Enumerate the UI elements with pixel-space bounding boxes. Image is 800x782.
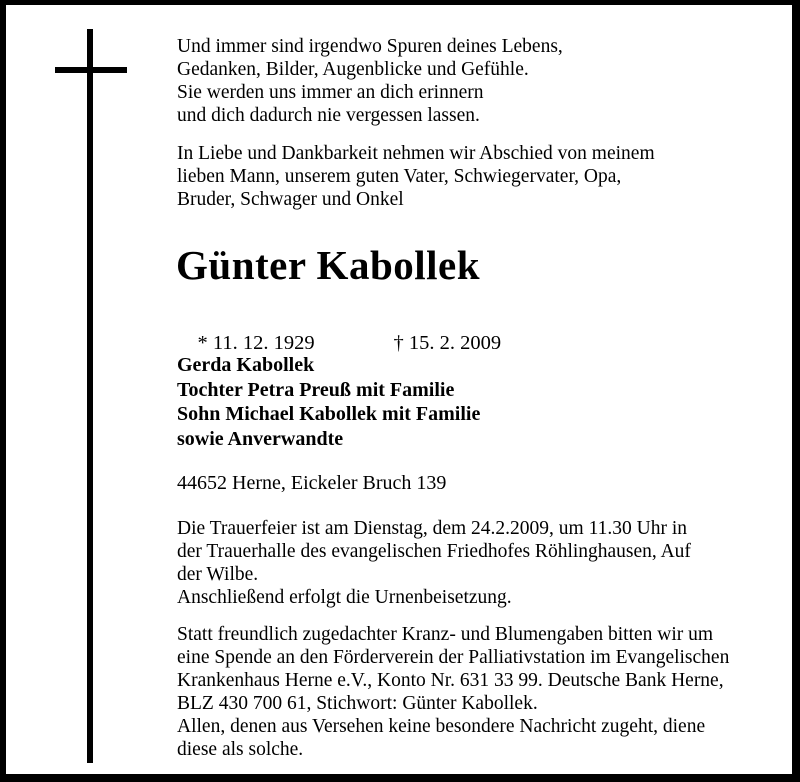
epigraph-line: Gedanken, Bilder, Augenblicke und Gefühle.	[177, 59, 529, 80]
page-border-bottom	[0, 774, 800, 782]
mourner-line: Tochter Petra Preuß mit Familie	[177, 378, 455, 401]
donation-line: eine Spende an den Förderverein der Palliativstation im Evangelischen	[177, 647, 730, 668]
page-border-top	[0, 0, 800, 5]
epigraph-verse	[177, 35, 563, 127]
donation-line: Allen, denen aus Versehen keine besondere Nachricht zugeht, diene	[177, 716, 706, 737]
mourners-list	[177, 353, 480, 451]
mourner-line: Gerda Kabollek	[177, 354, 315, 376]
cross-horizontal-bar	[55, 67, 127, 73]
service-line: Die Trauerfeier ist am Dienstag, dem 24.2.2009, um 11.30 Uhr in	[177, 518, 687, 539]
page-border-right	[792, 0, 800, 782]
intro-line: Bruder, Schwager und Onkel	[177, 189, 404, 210]
donation-line: diese als solche.	[177, 739, 304, 760]
mourner-line: Sohn Michael Kabollek mit Familie	[177, 403, 481, 425]
family-address	[177, 471, 446, 495]
intro-line: lieben Mann, unserem guten Vater, Schwiegervater, Opa,	[177, 166, 622, 187]
service-line: Anschließend erfolgt die Urnenbeisetzung.	[177, 587, 512, 608]
donation-note	[177, 623, 729, 761]
intro-line: In Liebe und Dankbarkeit nehmen wir Abschied von meinem	[177, 143, 655, 164]
farewell-intro	[177, 142, 655, 211]
death-date: † 15. 2. 2009	[393, 332, 502, 354]
donation-line: BLZ 430 700 61, Stichwort: Günter Kabollek.	[177, 693, 538, 714]
epigraph-line: und dich dadurch nie vergessen lassen.	[177, 105, 480, 126]
mourner-line: sowie Anverwandte	[177, 427, 344, 450]
service-line: der Wilbe.	[177, 564, 259, 585]
page-border-left	[0, 0, 6, 782]
epigraph-line: Sie werden uns immer an dich erinnern	[177, 82, 484, 103]
service-line: der Trauerhalle des evangelischen Friedhofes Röhlinghausen, Auf	[177, 541, 691, 562]
address-line: 44652 Herne, Eickeler Bruch 139	[177, 472, 447, 494]
donation-line: Krankenhaus Herne e.V., Konto Nr. 631 33 99. Deutsche Bank Herne,	[177, 670, 724, 691]
service-details	[177, 517, 691, 609]
donation-line: Statt freundlich zugedachter Kranz- und Blumengaben bitten wir um	[177, 624, 714, 645]
epigraph-line: Und immer sind irgendwo Spuren deines Lebens,	[177, 36, 563, 57]
birth-date: * 11. 12. 1929	[197, 332, 315, 354]
cross-vertical-bar	[87, 29, 93, 763]
deceased-name-title: Günter Kabollek	[176, 242, 481, 288]
